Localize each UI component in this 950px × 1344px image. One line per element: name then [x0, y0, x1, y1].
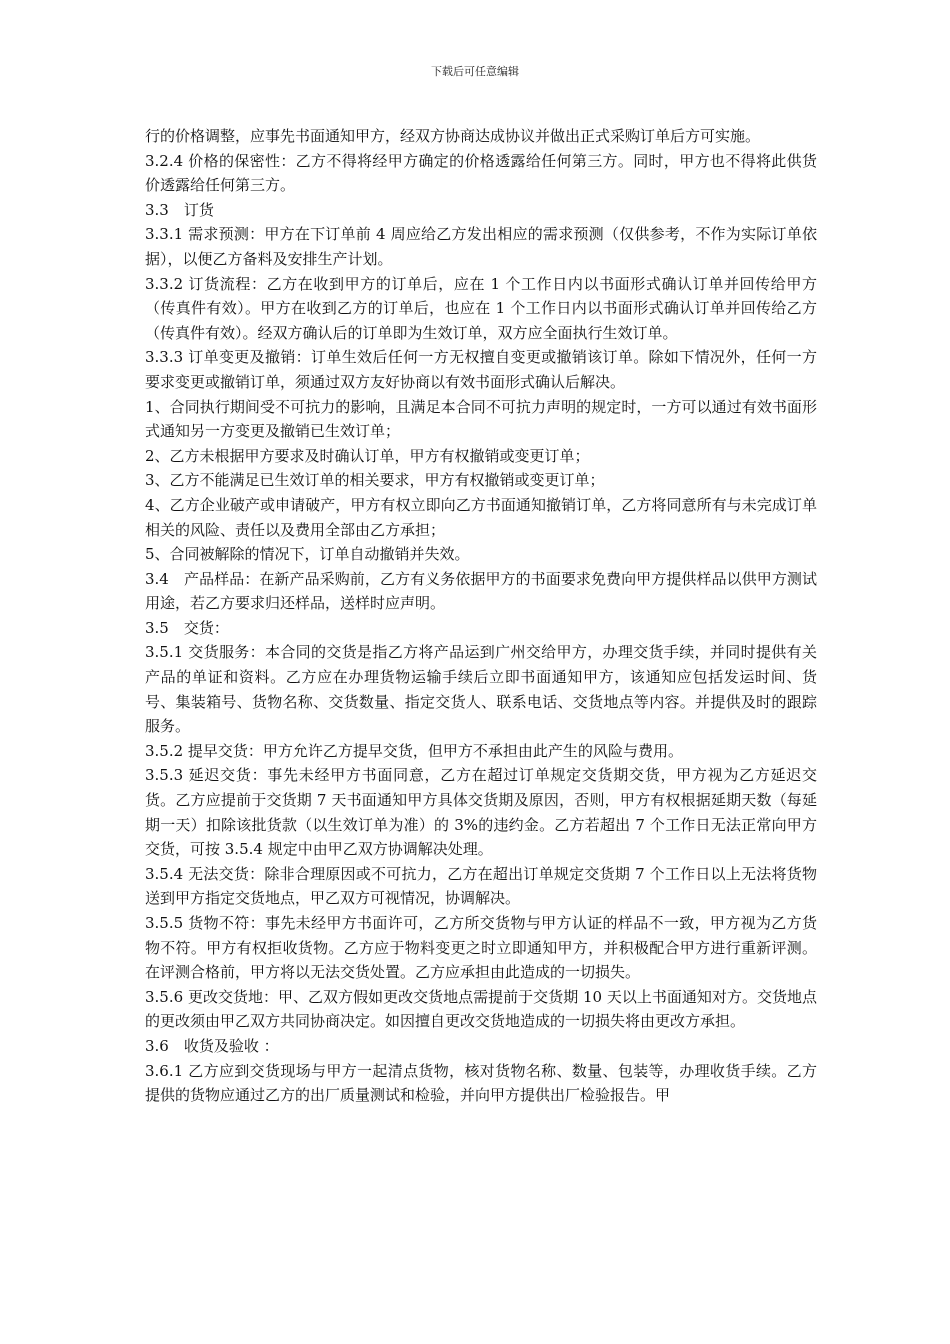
paragraph-price-adjustment: 行的价格调整，应事先书面通知甲方，经双方协商达成协议并做出正式采购订单后方可实施。 — [145, 127, 761, 145]
list-item-1: 1、合同执行期间受不可抗力的影响，且满足本合同不可抗力声明的规定时，一方可以通过有效书面形式通知另一方变更及撤销已生效订单； — [145, 397, 817, 441]
list-item-3: 3、乙方不能满足已生效订单的相关要求，甲方有权撤销或变更订单； — [145, 471, 605, 490]
paragraph-3-3-1: 3.3.1 需求预测：甲方在下订单前 4 周应给乙方发出相应的需求预测（仅供参考，不作为实际订单依据），以便乙方备料及安排生产计划。 — [145, 225, 817, 268]
paragraph-3-3-3: 3.3.3 订单变更及撤销：订单生效后任何一方无权擅自变更或撤销该订单。除如下情况外，任何一方要求变更或撤销订单，须通过双方友好协商以有效书面形式确认后解决。 — [145, 348, 817, 391]
section-heading-3-5: 3.5 交货： — [145, 618, 229, 637]
section-heading-3-6: 3.6 收货及验收 ： — [145, 1036, 279, 1055]
list-item-2: 2、乙方未根据甲方要求及时确认订单，甲方有权撤销或变更订单； — [145, 446, 590, 465]
section-heading-3-3: 3.3 订货 — [145, 200, 214, 219]
list-item-4: 4、乙方企业破产或申请破产，甲方有权立即向乙方书面通知撤销订单，乙方将同意所有与未完成订单相关的风险、责任以及费用全部由乙方承担； — [145, 495, 817, 539]
document-body — [145, 124, 817, 1108]
page-header-note: 下载后可任意编辑 — [431, 65, 519, 78]
paragraph-3-3-2: 3.3.2 订货流程：乙方在收到甲方的订单后，应在 1 个工作日内以书面形式确认订单并回传给甲方（传真件有效）。甲方在收到乙方的订单后，也应在 1 个工作日内以书面形式确认订单并回传给乙方（传真件有效）。经双方确认后的订单即为生效订单，双方应全面执行生效订单。 — [145, 274, 817, 342]
paragraph-3-5-6: 3.5.6 更改交货地：甲、乙双方假如更改交货地点需提前于交货期 10 天以上书面通知对方。交货地点的更改须由甲乙双方共同协商决定。如因擅自更改交货地造成的一切损失将由更改方承担。 — [145, 987, 817, 1031]
paragraph-3-6-1: 3.6.1 乙方应到交货现场与甲方一起清点货物，核对货物名称、数量、包装等，办理收货手续。乙方提供的货物应通过乙方的出厂质量测试和检验，并向甲方提供出厂检验报告。甲 — [145, 1061, 817, 1105]
paragraph-3-5-5: 3.5.5 货物不符：事先未经甲方书面许可，乙方所交货物与甲方认证的样品不一致，甲方视为乙方货物不符。甲方有权拒收货物。乙方应于物料变更之时立即通知甲方，并积极配合甲方进行重新评测。在评测合格前，甲方将以无法交货处置。乙方应承担由此造成的一切损失。 — [145, 914, 817, 982]
paragraph-3-4: 3.4 产品样品：在新产品采购前，乙方有义务依据甲方的书面要求免费向甲方提供样品以供甲方测试用途，若乙方要求归还样品，送样时应声明。 — [145, 569, 817, 613]
paragraph-3-5-4: 3.5.4 无法交货：除非合理原因或不可抗力，乙方在超出订单规定交货期 7 个工作日以上无法将货物送到甲方指定交货地点，甲乙双方可视情况，协调解决。 — [145, 864, 817, 908]
paragraph-3-2-4: 3.2.4 价格的保密性：乙方不得将经甲方确定的价格透露给任何第三方。同时，甲方也不得将此供货价透露给任何第三方。 — [145, 151, 817, 195]
paragraph-3-5-2: 3.5.2 提早交货：甲方允许乙方提早交货，但甲方不承担由此产生的风险与费用。 — [145, 741, 683, 760]
paragraph-3-5-3: 3.5.3 延迟交货：事先未经甲方书面同意，乙方在超过订单规定交货期交货，甲方视为乙方延迟交货。乙方应提前于交货期 7 天书面通知甲方具体交货期及原因，否则，甲方有权根据延期天数（每延期一天）扣除该批货款（以生效订单为准）的 3%的违约金。乙方若超出 7 个工作日无法正常向甲方交货，可按 3.5.4 规定中由甲乙双方协调解决处理。 — [145, 766, 817, 859]
list-item-5: 5、合同被解除的情况下，订单自动撤销并失效。 — [145, 545, 470, 564]
paragraph-3-5-1: 3.5.1 交货服务：本合同的交货是指乙方将产品运到广州交给甲方，办理交货手续，并同时提供有关产品的单证和资料。乙方应在办理货物运输手续后立即书面通知甲方，该通知应包括发运时间、货号、集装箱号、货物名称、交货数量、指定交货人、联系电话、交货地点等内容。并提供及时的跟踪服务。 — [145, 643, 817, 736]
